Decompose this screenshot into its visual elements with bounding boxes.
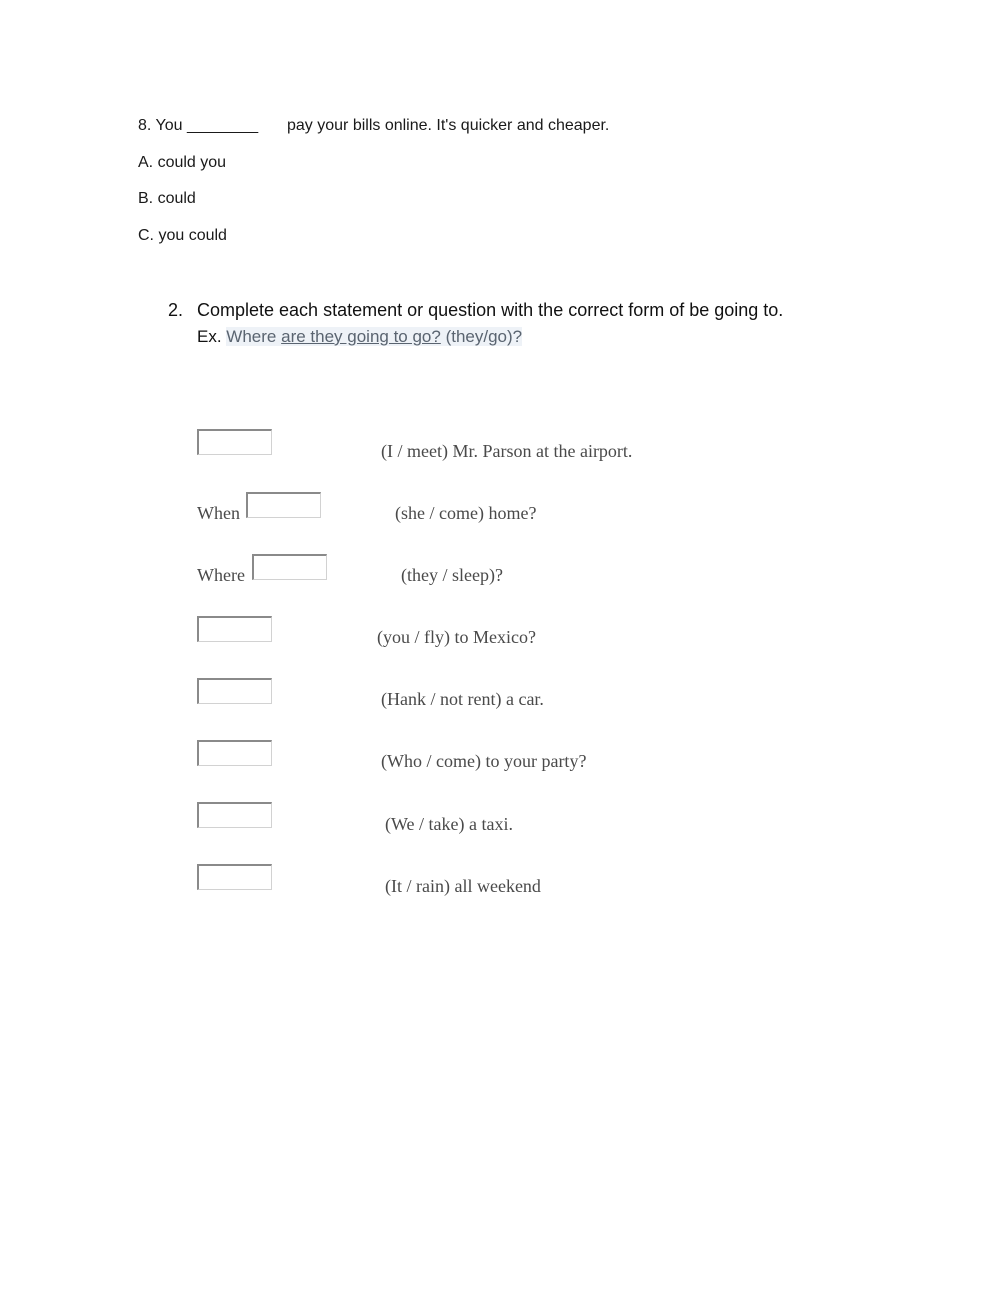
example-highlight: [226, 327, 522, 346]
item-prompt-3: (they / sleep)?: [401, 565, 503, 585]
example-line: [197, 327, 522, 347]
option-c: C. you could: [138, 227, 227, 244]
example-hint: (they/go)?: [445, 327, 523, 346]
option-b: B. could: [138, 190, 196, 207]
answer-input-4[interactable]: [197, 616, 272, 642]
item-prefix-3: Where: [197, 565, 245, 585]
item-prompt-7: (We / take) a taxi.: [385, 814, 513, 834]
answer-input-1[interactable]: [197, 429, 272, 455]
answer-input-8[interactable]: [197, 864, 272, 890]
item-prompt-5: (Hank / not rent) a car.: [381, 689, 544, 709]
question-8-stem-end: pay your bills online. It's quicker and cheaper.: [287, 117, 610, 134]
answer-input-6[interactable]: [197, 740, 272, 766]
example-where: Where: [226, 327, 277, 346]
question-8-stem-start: 8. You ________: [138, 117, 259, 134]
section-number: 2.: [168, 300, 184, 320]
item-prompt-8: (It / rain) all weekend: [385, 876, 541, 896]
answer-input-2[interactable]: [246, 492, 321, 518]
item-prefix-2: When: [197, 503, 240, 523]
example-answer: are they going to go?: [281, 327, 441, 346]
section-instruction: Complete each statement or question with the correct form of be going to.: [197, 300, 784, 320]
example-prefix: Ex.: [197, 327, 222, 346]
item-prompt-2: (she / come) home?: [395, 503, 537, 523]
item-prompt-4: (you / fly) to Mexico?: [377, 627, 536, 647]
item-prompt-6: (Who / come) to your party?: [381, 751, 587, 771]
answer-input-3[interactable]: [252, 554, 327, 580]
option-a: A. could you: [138, 154, 227, 171]
answer-input-7[interactable]: [197, 802, 272, 828]
item-prompt-1: (I / meet) Mr. Parson at the airport.: [381, 441, 633, 461]
answer-input-5[interactable]: [197, 678, 272, 704]
